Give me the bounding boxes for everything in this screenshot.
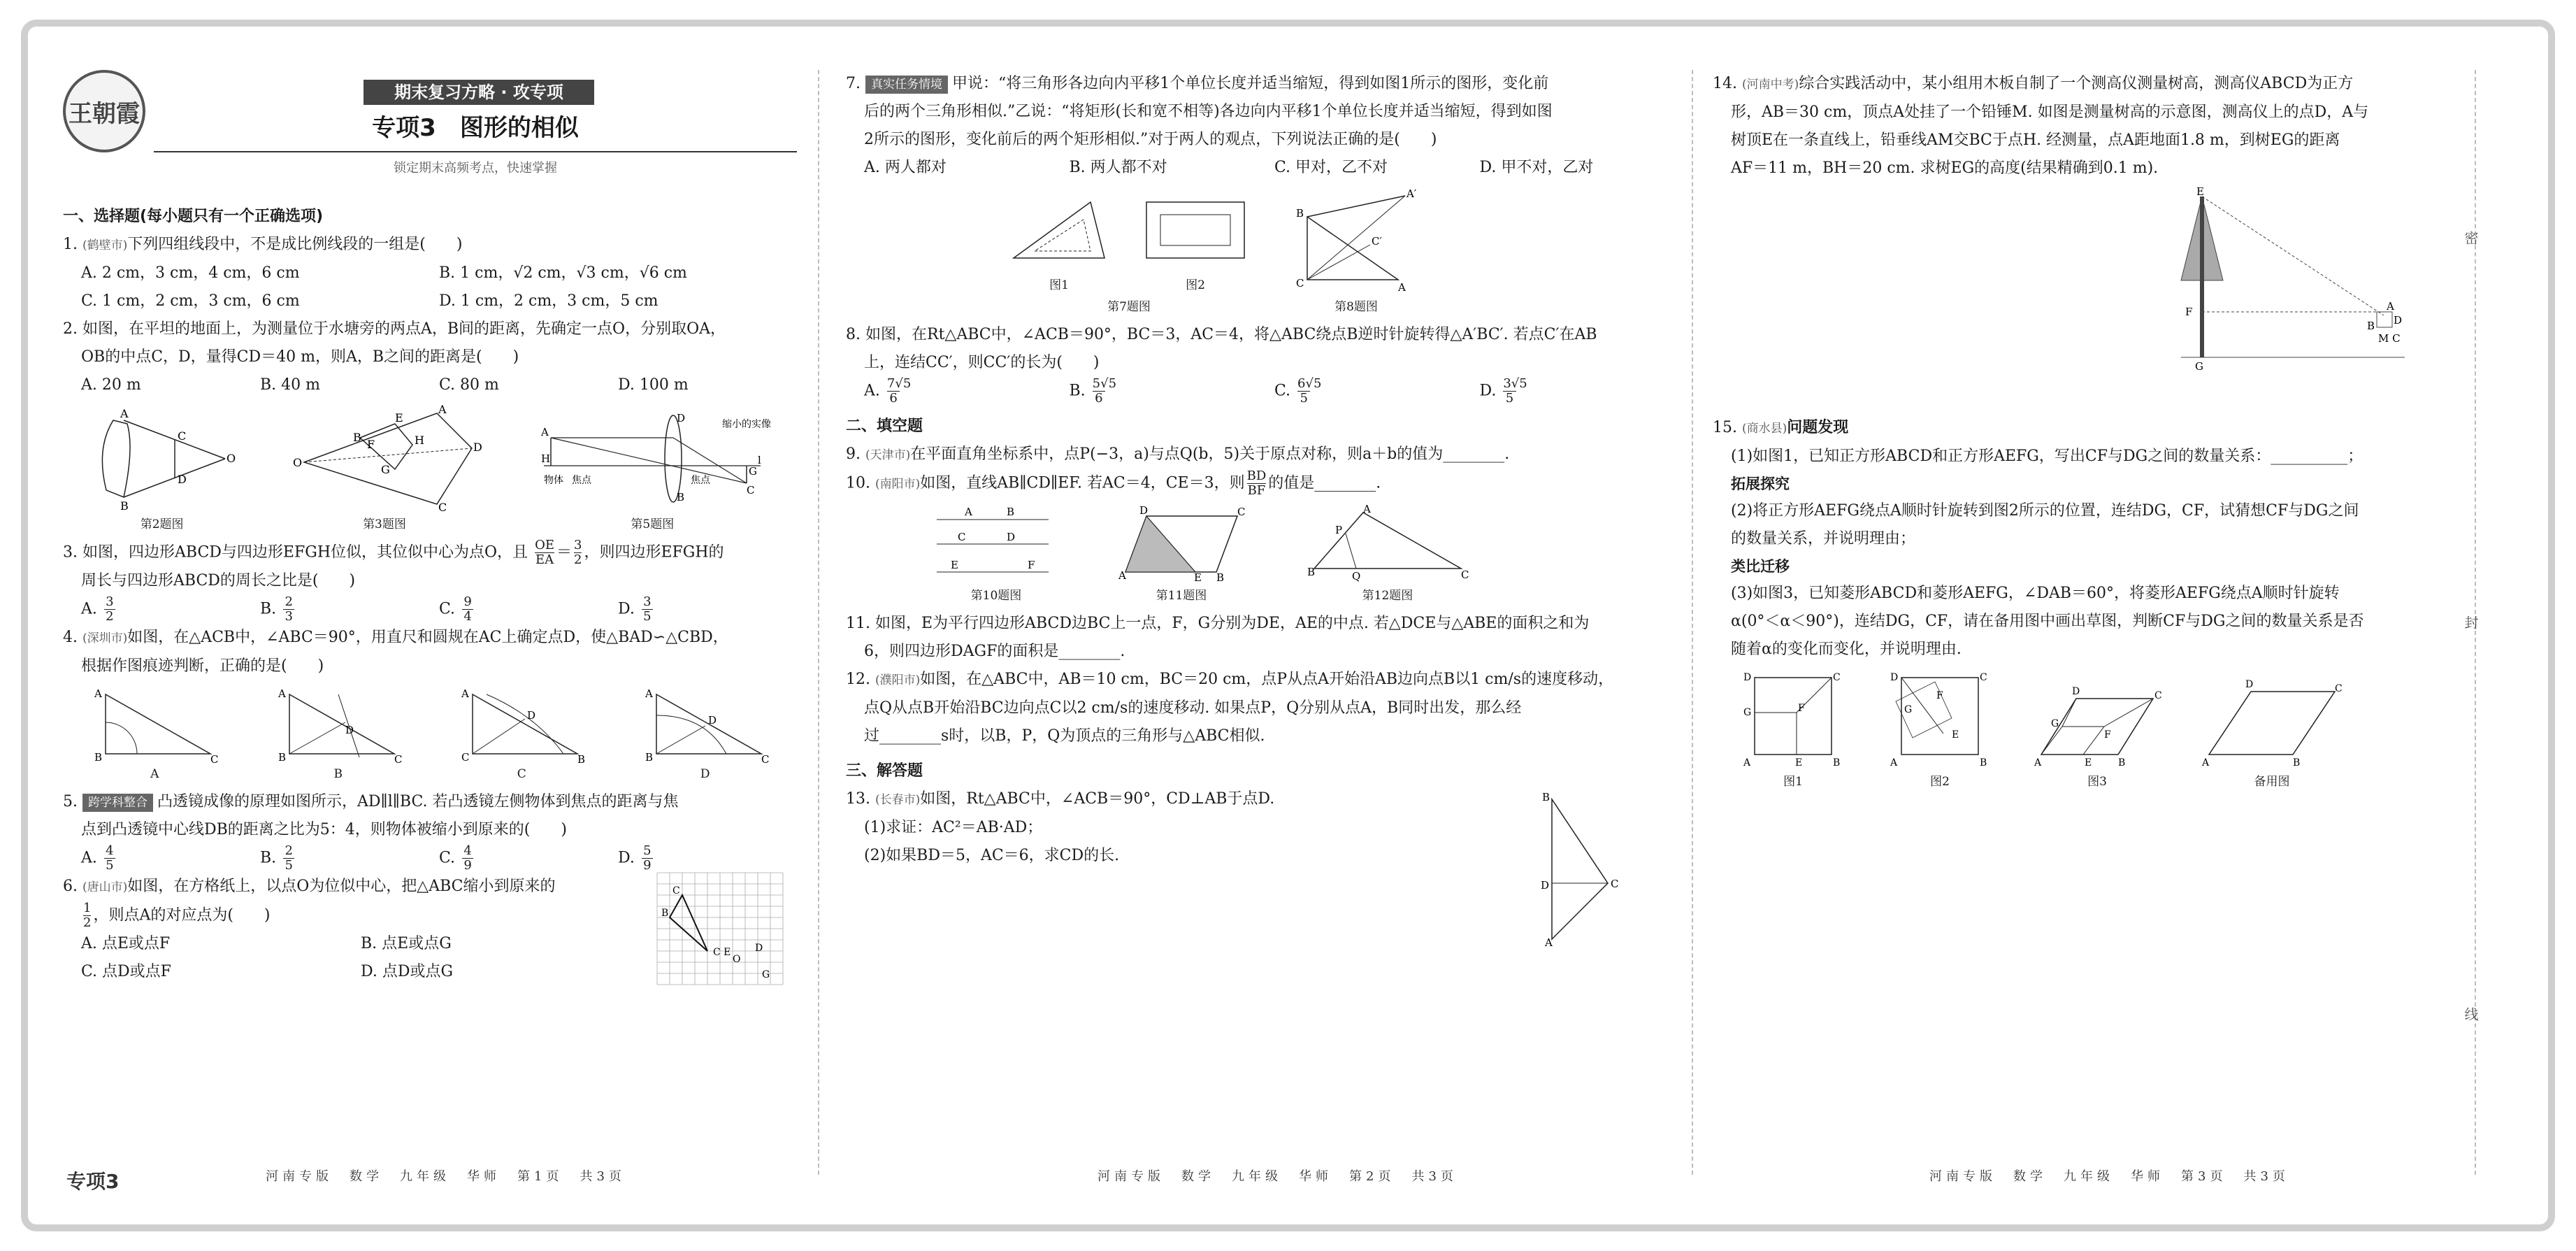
svg-text:B: B <box>2293 757 2301 769</box>
svg-text:B: B <box>94 751 103 764</box>
svg-text:A: A <box>1890 757 1898 769</box>
question-15-heading: 拓展探究 <box>1731 476 1790 492</box>
q3-options: A. $\frac{3}{2}$ B. $\frac{2}{3}$ C. $\frac{9}{4}$ D. $\frac{3}{5}$ <box>81 595 797 624</box>
figure-q15-2: D C A B G E F 图2 <box>1890 672 1987 789</box>
svg-text:B: B <box>352 431 361 444</box>
question-6: 6. (唐山市)如图，在方格纸上，以点O为位似中心，把△ABC缩小到原来的 <box>63 878 556 895</box>
question-12-cont: 点Q从点B开始沿BC边向点C以2 cm/s的速度移动. 如果点P，Q分别从点A，B同时出发，那么经 <box>864 699 1522 717</box>
question-15: 15. (商水县)问题发现 <box>1713 418 1849 436</box>
svg-text:B: B <box>677 491 685 503</box>
svg-text:O: O <box>292 456 303 469</box>
question-15-part-1: (1)如图1，已知正方形ABCD和正方形AEFG，写出CF与DG之间的数量关系：__________； <box>1731 448 2363 465</box>
svg-text:C: C <box>210 753 219 766</box>
svg-text:B: B <box>661 908 669 919</box>
svg-text:焦点: 焦点 <box>691 475 711 486</box>
question-14-cont: 树顶E在一条直线上，铅垂线AM交BC于点H. 经测量，点A距地面1.8 m，到树EG的距离 <box>1731 131 2340 149</box>
figure-q4-c: A C B D C <box>461 687 586 781</box>
svg-text:E: E <box>1795 757 1803 769</box>
question-9: 9. (天津市)在平面直角坐标系中，点P(−3，a)与点Q(b，5)关于原点对称，则a＋b的值为________. <box>846 445 1510 463</box>
figure-q6-grid <box>657 873 783 985</box>
figure-q5: A H D B C G l 物体 焦点 焦点 缩小的实像 第5题图 <box>541 412 772 531</box>
svg-text:D: D <box>1007 530 1016 543</box>
figures-row-1 <box>63 403 797 531</box>
question-4: 4. (深圳市)如图，在△ACB中，∠ABC＝90°，用直尺和圆规在AC上确定点D，使△BAD∽△CBD， <box>63 629 728 646</box>
question-7-cont: 后的两个三角形相似.”乙说：“将矩形(长和宽不相等)各边向内平移1个单位长度并适当缩短，得到如图 <box>864 103 1553 120</box>
svg-text:焦点: 焦点 <box>572 475 592 486</box>
svg-text:B: B <box>1833 757 1841 769</box>
figure-q7: 图1 图2 第7题图 <box>1007 195 1251 314</box>
svg-text:F: F <box>2104 729 2111 741</box>
figure-q4-b: A B C D B <box>278 687 403 781</box>
svg-text:F: F <box>1798 703 1805 714</box>
svg-text:B: B <box>120 499 129 513</box>
svg-text:C: C <box>747 484 755 496</box>
svg-text:A: A <box>2034 757 2042 769</box>
brand-logo: 王朝霞 <box>63 70 145 152</box>
svg-text:A: A <box>461 687 470 700</box>
figures-q15 <box>1713 671 2496 789</box>
svg-text:C: C <box>394 753 403 766</box>
question-15-part-3-cont: α(0°＜α＜90°)，连结DG，CF，请在备用图中画出草图，判断CF与DG之间的数量关系是否 <box>1731 613 2364 630</box>
header-block <box>154 80 797 176</box>
question-15-part-2: (2)将正方形AEFG绕点A顺时针旋转到图2所示的位置，连结DG，CF，试猜想CF与DG之间 <box>1731 502 2359 520</box>
svg-text:A: A <box>965 505 972 518</box>
svg-text:G: G <box>1743 707 1752 718</box>
svg-text:E: E <box>1194 571 1202 584</box>
svg-text:F: F <box>1028 558 1035 571</box>
svg-text:E: E <box>1952 729 1959 741</box>
svg-text:C: C <box>1237 505 1246 518</box>
column-divider <box>818 70 819 1175</box>
figures-q7-q8 <box>846 189 1685 314</box>
header-band: 期末复习方略 · 攻专项 <box>364 80 594 105</box>
svg-text:D: D <box>1743 672 1752 683</box>
figure-q14 <box>2181 185 2419 373</box>
question-10: 10. (南阳市)如图，直线AB∥CD∥EF. 若AC＝4，CE＝3，则 $\frac{BD}{BF}$ 的值是________. <box>846 469 1381 498</box>
column-divider <box>1692 70 1693 1175</box>
svg-text:E: E <box>951 558 958 571</box>
svg-text:D: D <box>707 714 717 727</box>
question-12-cont: 过________s时，以B，P，Q为顶点的三角形与△ABC相似. <box>864 727 1265 745</box>
figure-q11: A D C B E 第11题图 <box>1118 503 1246 603</box>
seal-char: 线 <box>2462 1007 2479 1021</box>
question-15-part-3: (3)如图3，已知菱形ABCD和菱形AEFG，∠DAB＝60°，将菱形AEFG绕点A顺时针旋转 <box>1731 585 2340 602</box>
svg-text:G: G <box>1904 704 1913 715</box>
svg-text:F: F <box>366 438 375 451</box>
svg-text:C: C <box>958 530 966 543</box>
svg-text:O: O <box>226 452 236 465</box>
question-15-part-2-cont: 的数量关系，并说明理由； <box>1731 530 1916 548</box>
svg-text:C: C <box>1296 277 1304 289</box>
question-13-part-2: (2)如果BD＝5，AC＝6，求CD的长. <box>864 846 1120 864</box>
svg-text:A′: A′ <box>1406 187 1417 200</box>
seal-char: 密 <box>2462 231 2479 245</box>
figure-q8: B C A A′ C′ 第8题图 <box>1296 187 1417 314</box>
question-1: 1. (鹤壁市)下列四组线段中，不是成比例线段的一组是( ) <box>63 236 463 253</box>
svg-text:G: G <box>2051 718 2059 729</box>
section-heading: 三、解答题 <box>846 762 923 780</box>
svg-text:C: C <box>2154 690 2162 701</box>
question-14: 14. (河南中考)综合实践活动中，某小组用木板自制了一个测高仪测量树高，测高仪ABCD为正方 <box>1713 75 2354 92</box>
svg-text:G: G <box>2195 360 2203 373</box>
q1-options: A. 2 cm，3 cm，4 cm，6 cm B. 1 cm，√2 cm，√3 cm，√6 cm C. 1 cm，2 cm，3 cm，6 cm D. 1 cm，2 cm，3 cm，5 cm <box>81 264 687 310</box>
section-heading: 一、选择题(每小题只有一个正确选项) <box>63 208 324 225</box>
page-2 <box>846 70 1685 1168</box>
svg-text:B: B <box>1307 565 1316 578</box>
svg-text:P: P <box>1335 523 1343 536</box>
svg-text:D: D <box>1541 878 1550 892</box>
q6-options: A. 点E或点F B. 点E或点G C. 点D或点F D. 点D或点G <box>81 935 454 980</box>
svg-text:D: D <box>2072 686 2080 697</box>
figures-row-3 <box>846 502 1685 603</box>
svg-text:G: G <box>749 465 758 478</box>
svg-text:A: A <box>2202 757 2210 769</box>
svg-text:C E: C E <box>713 947 731 958</box>
svg-text:E: E <box>2085 757 2092 769</box>
question-11: 11. 如图，E为平行四边形ABCD边BC上一点，F，G分别为DE，AE的中点. 若△DCE与△ABE的面积之和为 <box>846 614 1590 632</box>
q8-options: A. $\frac{7√5}{6}$ B. $\frac{5√5}{6}$ C. $\frac{6√5}{5}$ D. $\frac{3√5}{5}$ <box>864 376 1527 406</box>
svg-text:C: C <box>1980 672 1987 683</box>
svg-text:l: l <box>758 454 762 466</box>
svg-text:B: B <box>1216 571 1225 584</box>
figure-q13 <box>1538 790 1622 949</box>
question-11-cont: 6，则四边形DAGF的面积是________. <box>864 642 1125 660</box>
svg-text:B: B <box>1296 207 1304 220</box>
svg-text:C: C <box>1833 672 1841 683</box>
svg-text:C: C <box>761 753 770 766</box>
svg-text:D: D <box>527 709 536 722</box>
svg-text:C: C <box>1461 568 1469 581</box>
question-15-heading: 类比迁移 <box>1731 558 1790 575</box>
svg-text:F: F <box>2185 306 2193 318</box>
question-14-cont: 形，AB＝30 cm，顶点A处挂了一个铅锤M. 如图是测量树高的示意图，测高仪上的点D，A与 <box>1731 103 2369 121</box>
svg-text:E: E <box>2196 185 2204 198</box>
question-5-cont: 点到凸透镜中心线DB的距离之比为5：4，则物体被缩小到原来的( ) <box>81 821 567 838</box>
footer-page-1: 河南专版 数学 九年级 华师 第1页 共3页 <box>266 1169 626 1184</box>
svg-text:A: A <box>438 403 447 416</box>
svg-text:B: B <box>1007 505 1015 518</box>
svg-text:A: A <box>1118 569 1126 582</box>
svg-text:B: B <box>1542 790 1550 803</box>
svg-text:D: D <box>473 441 482 454</box>
svg-text:C: C <box>1611 877 1619 890</box>
svg-text:D: D <box>1890 672 1899 683</box>
svg-text:C: C <box>461 751 470 764</box>
svg-text:A: A <box>2387 300 2394 313</box>
svg-text:A: A <box>94 687 103 700</box>
question-3-cont: 周长与四边形ABCD的周长之比是( ) <box>81 572 356 589</box>
svg-text:B: B <box>2118 757 2126 769</box>
figure-q15-1: D C A B G E F 图1 <box>1743 672 1841 789</box>
figures-q4 <box>63 687 797 781</box>
svg-text:物体: 物体 <box>544 475 564 486</box>
svg-text:C: C <box>438 501 447 514</box>
figure-q15-3: D C A B G E F 图3 <box>2034 686 2162 789</box>
svg-text:C: C <box>2335 683 2343 694</box>
svg-text:E: E <box>394 411 403 424</box>
svg-text:B: B <box>278 751 286 764</box>
q5-options: A. $\frac{4}{5}$ B. $\frac{2}{5}$ C. $\frac{4}{9}$ D. $\frac{5}{9}$ <box>81 844 797 873</box>
q7-options: A. 两人都对 B. 两人都不对 C. 甲对，乙不对 D. 甲不对，乙对 <box>864 159 1594 176</box>
svg-text:C: C <box>177 429 186 443</box>
svg-text:D: D <box>2394 314 2403 327</box>
page-header <box>63 70 797 203</box>
svg-text:A: A <box>278 687 286 700</box>
svg-text:A: A <box>645 687 653 700</box>
figure-q2: B A C D O 第2题图 <box>92 406 232 531</box>
page-title: 专项3 图形的相似 <box>372 114 579 142</box>
question-13: 13. (长春市)如图，Rt△ABC中，∠ACB＝90°，CD⊥AB于点D. <box>846 789 1275 808</box>
question-4-cont: 根据作图痕迹判断，正确的是( ) <box>81 657 324 675</box>
svg-text:M C: M C <box>2378 332 2401 345</box>
svg-text:缩小的实像: 缩小的实像 <box>722 419 772 430</box>
svg-text:G: G <box>762 969 770 980</box>
figure-q4-d: A B C D D <box>645 687 770 781</box>
svg-text:A: A <box>1545 936 1553 949</box>
svg-text:C′: C′ <box>1372 235 1382 248</box>
svg-text:O: O <box>733 954 741 965</box>
seal-char: 封 <box>2462 615 2479 629</box>
question-15-part-3-cont: 随着α的变化而变化，并说明理由. <box>1731 641 1962 658</box>
question-6-block <box>63 873 797 986</box>
svg-text:A: A <box>1743 757 1751 769</box>
question-6-cont: $\frac{1}{2}$ ，则点A的对应点为( ) <box>83 901 271 930</box>
svg-text:Q: Q <box>1352 569 1361 582</box>
question-2-cont: OB的中点C，D，量得CD＝40 m，则A，B之间的距离是( ) <box>81 348 519 366</box>
svg-text:B: B <box>1980 757 1987 769</box>
svg-text:D: D <box>177 473 187 486</box>
figure-q10: A B C D E F 第10题图 <box>951 505 1035 603</box>
question-3: 3. 如图，四边形ABCD与四边形EFGH位似，其位似中心为点O，且 $\frac{OE}{EA}$ ＝ $\frac{3}{2}$ ，则四边形EFGH的 <box>63 538 724 567</box>
svg-text:B: B <box>645 751 653 764</box>
svg-text:D: D <box>2245 679 2254 690</box>
svg-text:D: D <box>677 412 686 424</box>
question-14-cont: AF＝11 m，BH＝20 cm. 求树EG的高度(结果精确到0.1 m). <box>1731 159 2159 177</box>
svg-text:A: A <box>120 407 129 420</box>
question-13-part-1: (1)求证：AC²＝AB·AD； <box>864 818 1043 836</box>
svg-text:D: D <box>345 724 354 736</box>
question-7-cont: 2所示的图形，变化前后的两个矩形相似.”对于两人的观点，下列说法正确的是( ) <box>864 131 1437 148</box>
footer-page-2: 河南专版 数学 九年级 华师 第2页 共3页 <box>1098 1169 1458 1184</box>
footer-section-label: 专项3 <box>66 1170 120 1193</box>
question-12: 12. (濮阳市)如图，在△ABC中，AB＝10 cm，BC＝20 cm，点P从点A开始沿AB边向点B以1 cm/s的速度移动， <box>846 670 1614 688</box>
svg-text:F: F <box>1936 690 1943 701</box>
question-8-cont: 上，连结CC′，则CC′的长为( ) <box>864 354 1100 371</box>
figure-q15-backup: D C A B 备用图 <box>2202 679 2343 789</box>
svg-text:A: A <box>541 426 549 438</box>
svg-text:B: B <box>2367 320 2375 332</box>
svg-text:D: D <box>755 943 763 954</box>
svg-text:C: C <box>672 885 680 896</box>
svg-text:B: B <box>577 753 586 766</box>
question-7: 7. 真实任务情境 甲说：“将三角形各边向内平移1个单位长度并适当缩短，得到如图1所示的图形，变化前 <box>846 75 1549 92</box>
svg-text:H: H <box>414 434 424 447</box>
question-13-block <box>846 785 1685 949</box>
page-1 <box>63 70 797 1168</box>
question-5: 5. 跨学科整合 凸透镜成像的原理如图所示，AD∥l∥BC. 若凸透镜左侧物体到焦点的距离与焦 <box>63 793 679 810</box>
q2-options: A. 20 m B. 40 m C. 80 m D. 100 m <box>81 376 689 394</box>
page-3 <box>1713 70 2496 1168</box>
question-8: 8. 如图，在Rt△ABC中，∠ACB＝90°，BC＝3，AC＝4，将△ABC绕点B逆时针旋转得△A′BC′. 若点C′在AB <box>846 326 1597 343</box>
svg-text:A: A <box>1398 281 1406 294</box>
header-slogan: 锁定期末高频考点，快速掌握 <box>394 161 557 176</box>
footer-page-3: 河南专版 数学 九年级 华师 第3页 共3页 <box>1929 1169 2289 1184</box>
svg-text:G: G <box>380 463 390 476</box>
figure-q12: B C A P Q 第12题图 <box>1307 502 1469 603</box>
svg-text:H: H <box>541 452 551 465</box>
svg-text:A: A <box>1363 502 1371 515</box>
section-heading: 二、填空题 <box>846 417 923 435</box>
svg-text:D: D <box>1139 503 1149 517</box>
figure-q3: O A D C E H G F B 第3题图 <box>292 403 482 531</box>
question-2: 2. 如图，在平坦的地面上，为测量位于水塘旁的两点A，B间的距离，先确定一点O，分别取OA， <box>63 320 726 338</box>
figure-q4-a: A B C A <box>94 687 219 781</box>
